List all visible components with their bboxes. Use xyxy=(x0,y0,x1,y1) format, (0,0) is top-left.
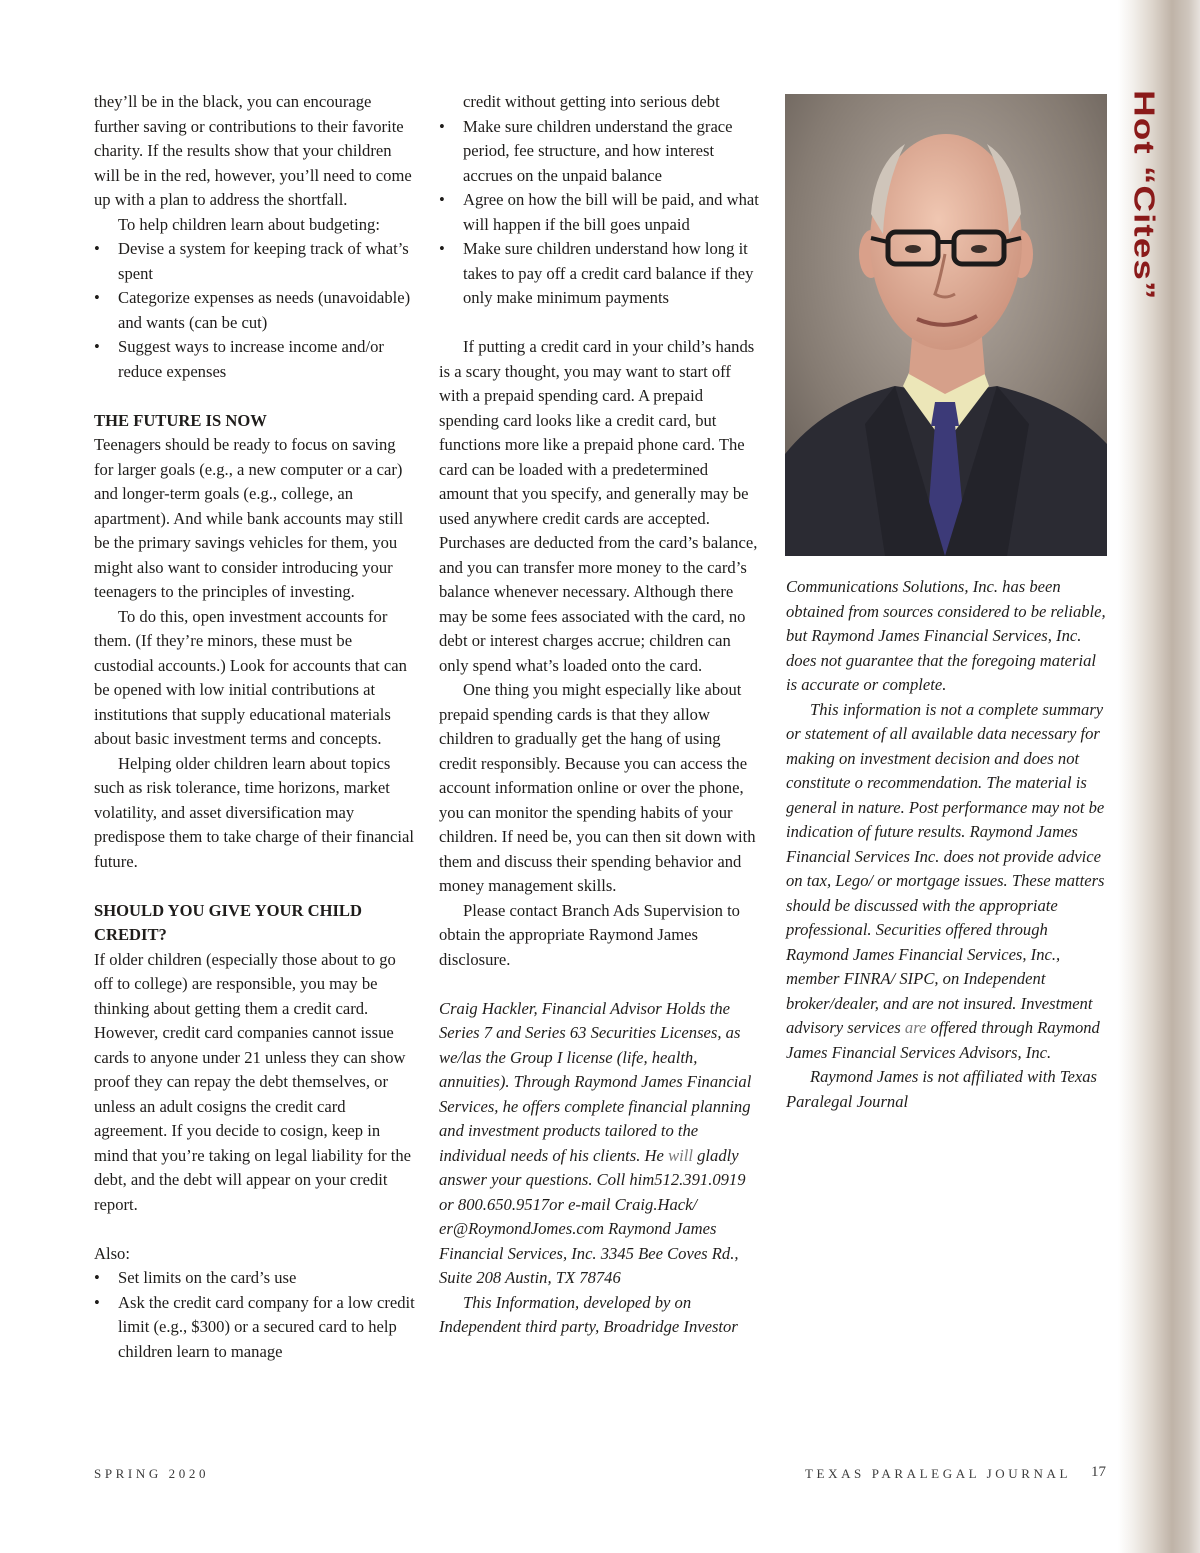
list-item: • Make sure children understand how long it takes to pay off a credit card balance if they only make minimum payments xyxy=(439,237,761,311)
disclaimer-paragraph: This Information, developed by on Independent third party, Broadridge Investor xyxy=(439,1292,738,1336)
paragraph: Please contact Branch Ads Supervision to obtain the appropriate Raymond James disclosure. xyxy=(439,900,740,969)
footer-journal: TEXAS PARALEGAL JOURNAL xyxy=(805,1466,1072,1481)
section-heading: THE FUTURE IS NOW xyxy=(94,410,267,430)
paragraph: If older children (especially those about to go off to college) are responsible, you may be thinking about getting them a credit card. However, credit card companies cannot issue cards to anyone under 21 unless they can show proof they can repay the debt themselves, or unless an adult cosigns the credit card agreement. If you decide to cosign, keep in mind that you’re taking on legal liability for the debt, and the debt will appear on your credit report. xyxy=(94,949,412,1214)
footer-issue: SPRING 2020 xyxy=(94,1466,210,1481)
disclaimer-paragraph: Raymond James is not affiliated with Texas Paralegal Journal xyxy=(786,1067,1097,1111)
list-item: • Categorize expenses as needs (unavoidable) and wants (can be cut) xyxy=(94,286,416,335)
list-item: • Make sure children understand the grace period, fee structure, and how interest accrues on the unpaid balance xyxy=(439,115,761,189)
paragraph: Helping older children learn about topics such as risk tolerance, time horizons, market volatility, and asset diversification may predispose them to take charge of their financial future. xyxy=(94,753,414,871)
list-item: • Suggest ways to increase income and/or reduce expenses xyxy=(94,335,416,384)
also-bullet-list xyxy=(94,1266,416,1364)
paragraph: One thing you might especially like about prepaid spending cards is that they allow children to gradually get the hang of using credit responsibly. Because you can access the account information online or over the phone, you can monitor the spending habits of your children. If need be, you can then sit down with them and discuss their spending behavior and money management skills. xyxy=(439,680,756,895)
section-heading: SHOULD YOU GIVE YOUR CHILD CREDIT? xyxy=(94,900,362,944)
disclaimer-column xyxy=(786,575,1108,1114)
paragraph: To do this, open investment accounts for them. (If they’re minors, these must be custodial accounts.) Look for accounts that can be opened with low initial contributions at institutions that supply educational materials about basic investment terms and concepts. xyxy=(94,606,407,748)
author-bio: Craig Hackler, Financial Advisor Holds the Series 7 and Series 63 Securities Licenses, as we/las the Group I license (life, health, annuities). Through Raymond James Financial Services, he offers complete financial planning and investment products tailored to the individual needs of his clients. He will gladly answer your questions. Coll him512.391.0919 or 800.650.9517or e-mail Craig.Hack/ er@RoymondJomes.com Raymond James Financial Services, Inc. 3345 Bee Coves Rd., Suite 208 Austin, TX 78746 xyxy=(439,998,752,1287)
author-photo xyxy=(785,94,1107,556)
list-item: • Ask the credit card company for a low credit limit (e.g., $300) or a secured card to help children learn to manage xyxy=(94,1291,416,1365)
continued-list-item: credit without getting into serious debt xyxy=(463,92,720,111)
disclaimer-paragraph: This information is not a complete summary or statement of all available data necessary for making on investment decision and does not constitute o recommendation. The material is general in nature. Post performance may not be indication of future results. Raymond James Financial Services Inc. does not provide advice on tax, Lego/ or mortgage issues. These matters should be discussed with the appropriate professional. Securities offered through Raymond James Financial Services, Inc., member FINRA/ SIPC, on Independent broker/dealer, and are not insured. Investment advisory services are offered through Raymond James Financial Services Advisors, Inc. xyxy=(786,699,1105,1062)
list-item: • Set limits on the card’s use xyxy=(94,1266,416,1291)
paragraph: they’ll be in the black, you can encourage further saving or contributions to their favorite charity. If the results show that your children will be in the red, however, you’ll need to come up with a plan to address the shortfall. xyxy=(94,92,412,209)
article-column-1 xyxy=(94,90,416,1364)
paragraph: To help children learn about budgeting: xyxy=(118,214,380,234)
paragraph: Also: xyxy=(94,1243,130,1263)
list-item: • Agree on how the bill will be paid, and what will happen if the bill goes unpaid xyxy=(439,188,761,237)
budget-bullet-list xyxy=(94,237,416,384)
section-title: Hot “Cites” xyxy=(1128,90,1161,301)
paragraph: Teenagers should be ready to focus on saving for larger goals (e.g., a new computer or a car) and longer-term goals (e.g., college, an apartment). And while bank accounts may still be the primary savings vehicles for them, you might also want to consider introducing your teenagers to the principles of investing. xyxy=(94,435,404,601)
page-number: 17 xyxy=(1091,1464,1106,1480)
article-column-2 xyxy=(439,90,761,1340)
credit-bullet-list xyxy=(439,115,761,311)
disclaimer-paragraph: Communications Solutions, Inc. has been obtained from sources considered to be reliable, but Raymond James Financial Services, Inc. does not guarantee that the foregoing material is accurate or complete. xyxy=(786,577,1106,694)
list-item: • Devise a system for keeping track of what’s spent xyxy=(94,237,416,286)
paragraph: If putting a credit card in your child’s hands is a scary thought, you may want to start off with a prepaid spending card. A prepaid spending card looks like a credit card, but functions more like a prepaid phone card. The card can be loaded with a predetermined amount that you specify, and generally may be used anywhere credit cards are accepted. Purchases are deducted from the card’s balance, and you can transfer more money to the card’s balance whenever necessary. Although there may be some fees associated with the card, no debt or interest charges accrue; children can only spend what’s loaded onto the card. xyxy=(439,337,758,675)
